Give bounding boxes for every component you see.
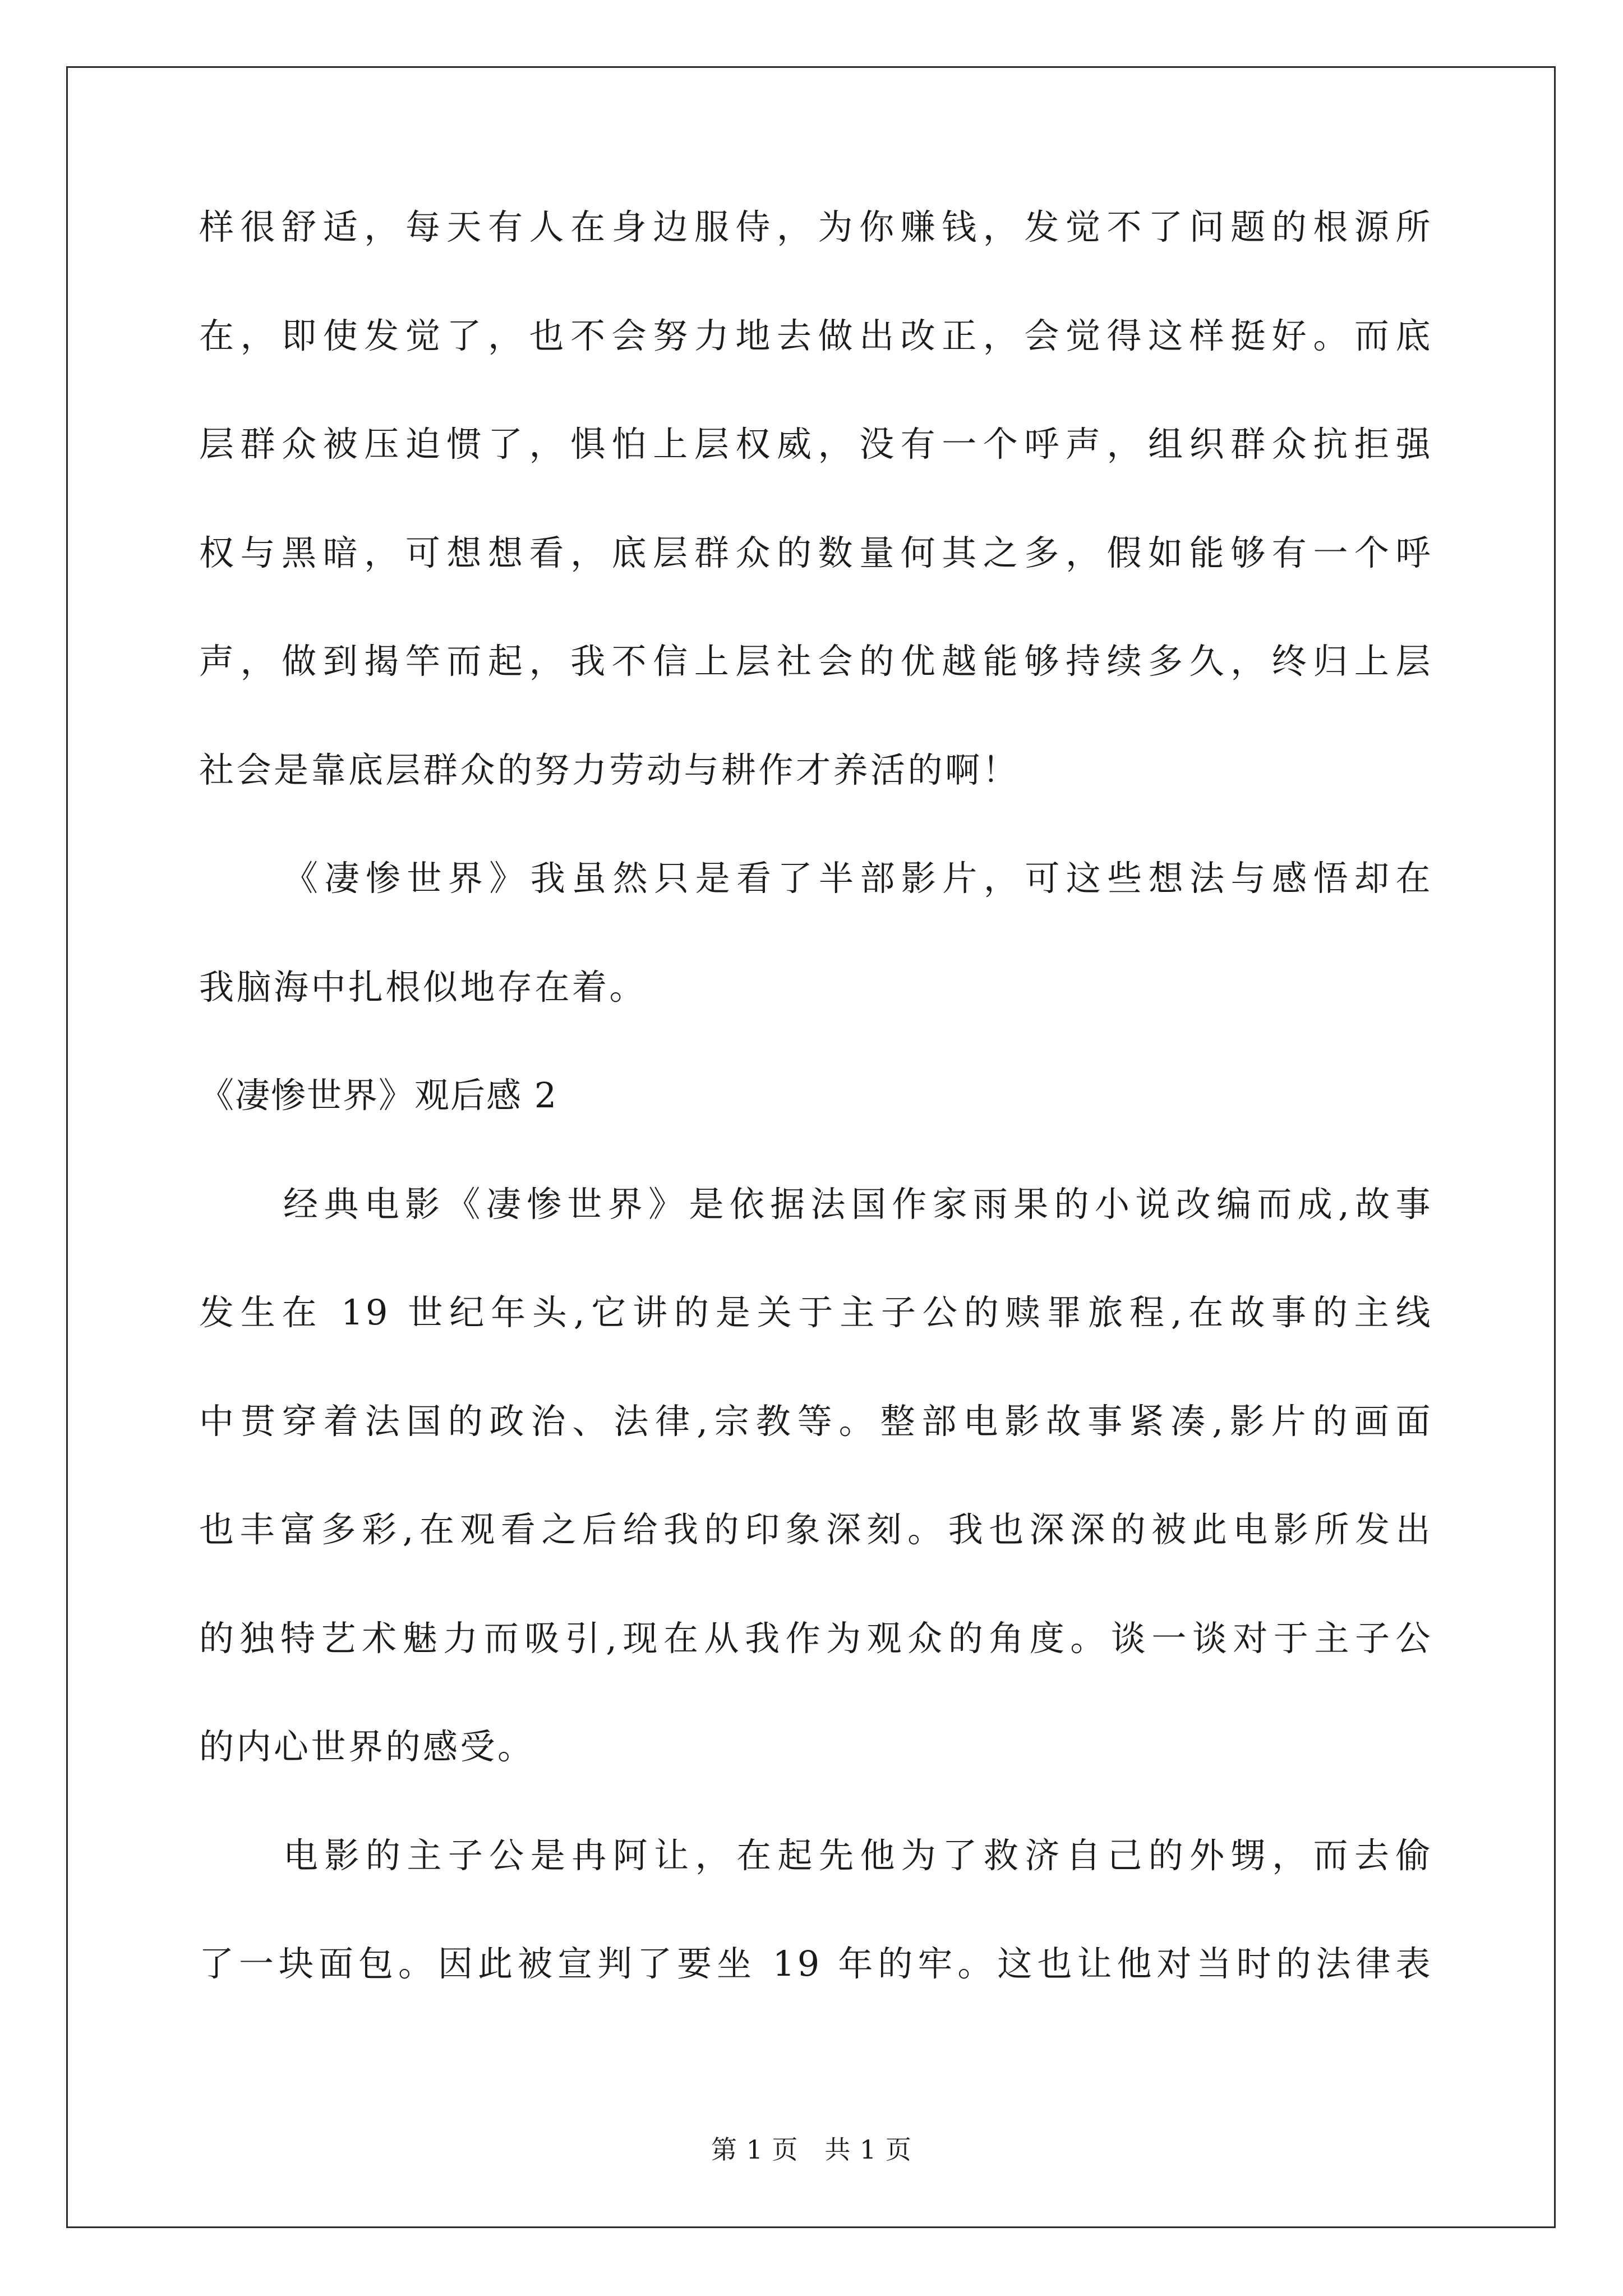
text-line: 《凄惨世界》我虽然只是看了半部影片，可这些想法与感悟却在 <box>283 858 1433 899</box>
text-line: 社会是靠底层群众的努力劳动与耕作才养活的啊！ <box>199 749 1020 790</box>
text-line: 经典电影《凄惨世界》是依据法国作家雨果的小说改编而成,故事 <box>283 1183 1433 1225</box>
text-line: 的独特艺术魅力而吸引,现在从我作为观众的角度。谈一谈对于主子公 <box>199 1617 1433 1659</box>
text-line: 也丰富多彩,在观看之后给我的印象深刻。我也深深的被此电影所发出 <box>199 1509 1433 1550</box>
page-footer: 第 1 页 共 1 页 <box>711 2134 912 2165</box>
document-body <box>199 191 1433 2036</box>
text-line: 了一块面包。因此被宣判了要坐 19 年的牢。这也让他对当时的法律表 <box>199 1943 1433 1984</box>
text-line: 在，即使发觉了，也不会努力地去做出改正，会觉得这样挺好。而底 <box>199 315 1433 356</box>
text-line: 电影的主子公是冉阿让，在起先他为了救济自己的外甥，而去偷 <box>283 1834 1433 1876</box>
text-line: 中贯穿着法国的政治、法律,宗教等。整部电影故事紧凑,影片的画面 <box>199 1400 1433 1442</box>
text-line: 权与黑暗，可想想看，底层群众的数量何其之多，假如能够有一个呼 <box>199 532 1433 573</box>
section-heading: 《凄惨世界》观后感 2 <box>199 1075 558 1116</box>
text-line: 我脑海中扎根似地存在着。 <box>199 966 647 1007</box>
text-line: 发生在 19 世纪年头,它讲的是关于主子公的赎罪旅程,在故事的主线 <box>199 1292 1433 1333</box>
text-line: 的内心世界的感受。 <box>199 1726 535 1767</box>
text-line: 样很舒适，每天有人在身边服侍，为你赚钱，发觉不了问题的根源所 <box>199 206 1433 247</box>
text-line: 层群众被压迫惯了，惧怕上层权威，没有一个呼声，组织群众抗拒强 <box>199 424 1433 464</box>
text-line: 声，做到揭竿而起，我不信上层社会的优越能够持续多久，终归上层 <box>199 641 1433 682</box>
